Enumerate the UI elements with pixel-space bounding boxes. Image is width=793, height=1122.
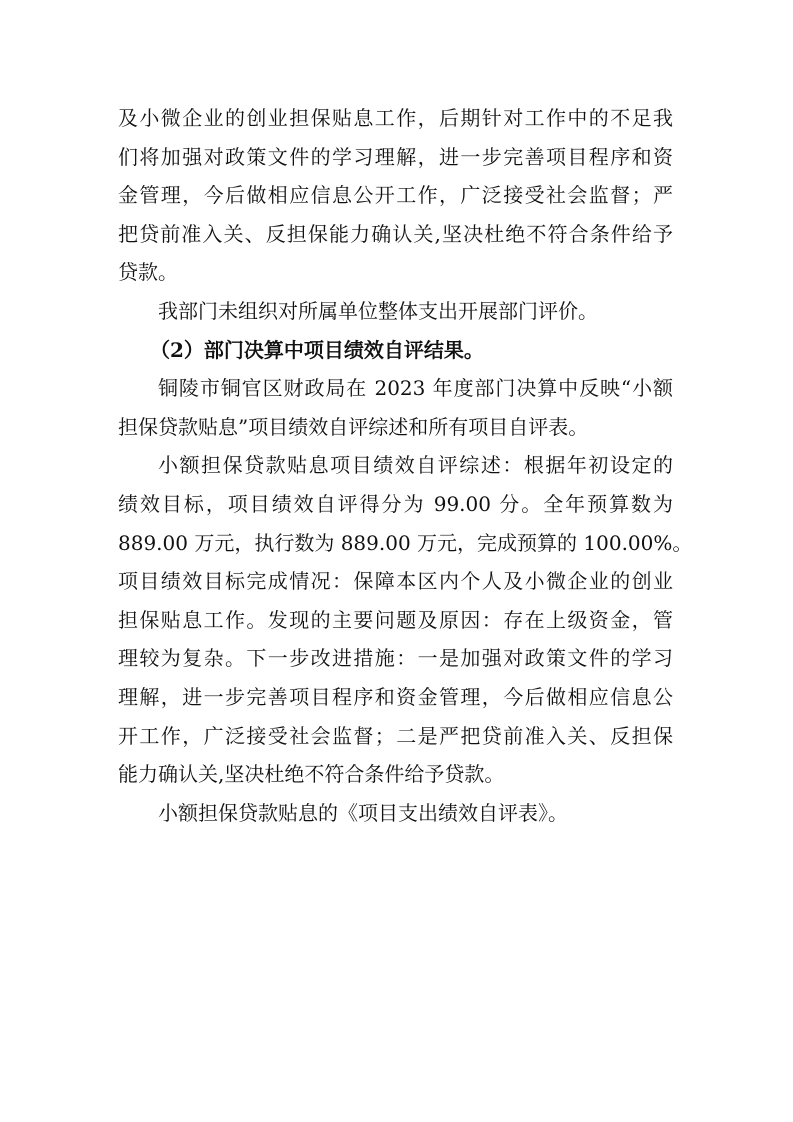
paragraph-self-evaluation-summary: [118, 446, 693, 793]
text-line: 小额担保贷款贴息的《项目支出绩效自评表》。: [158, 800, 568, 825]
text-line: 们将加强对政策文件的学习理解，进一步完善项目程序和资: [118, 144, 673, 169]
text-line: 贷款。: [118, 260, 178, 285]
text-line: 理较为复杂。下一步改进措施：一是加强对政策文件的学习: [118, 646, 673, 671]
text-line: 我部门未组织对所属单位整体支出开展部门评价。: [158, 298, 598, 323]
document-body: [118, 99, 693, 832]
text-line: 小额担保贷款贴息项目绩效自评综述：根据年初设定的: [158, 453, 673, 478]
text-line: 及小微企业的创业担保贴息工作，后期针对工作中的不足我: [118, 106, 673, 130]
text-line: 铜陵市铜官区财政局在 2023 年度部门决算中反映“小额: [158, 376, 673, 401]
text-line: 开工作，广泛接受社会监督；二是严把贷前准入关、反担保: [118, 723, 673, 748]
text-line: 担保贷款贴息”项目绩效自评综述和所有项目自评表。: [118, 414, 589, 439]
text-line: 担保贴息工作。发现的主要问题及原因：存在上级资金，管: [118, 607, 673, 632]
text-line: 把贷前准入关、反担保能力确认关,坚决杜绝不符合条件给予: [118, 221, 673, 246]
text-line: 金管理，今后做相应信息公开工作，广泛接受社会监督；严: [118, 183, 673, 208]
text-line: 能力确认关,坚决杜绝不符合条件给予贷款。: [118, 762, 505, 787]
paragraph-department-evaluation: [118, 292, 673, 331]
paragraph-project-summary-intro: [118, 369, 673, 446]
paragraph-continuation: [118, 99, 673, 292]
paragraph-evaluation-table-reference: [118, 794, 673, 833]
text-line: 绩效目标，项目绩效自评得分为 99.00 分。全年预算数为: [118, 491, 673, 516]
text-line: 项目绩效目标完成情况：保障本区内个人及小微企业的创业: [118, 569, 673, 594]
text-line: 889.00 万元，执行数为 889.00 万元，完成预算的 100.00%。: [118, 530, 693, 555]
text-line: 理解，进一步完善项目程序和资金管理，今后做相应信息公: [118, 684, 673, 709]
section-heading: （2）部门决算中项目绩效自评结果。: [150, 337, 484, 362]
